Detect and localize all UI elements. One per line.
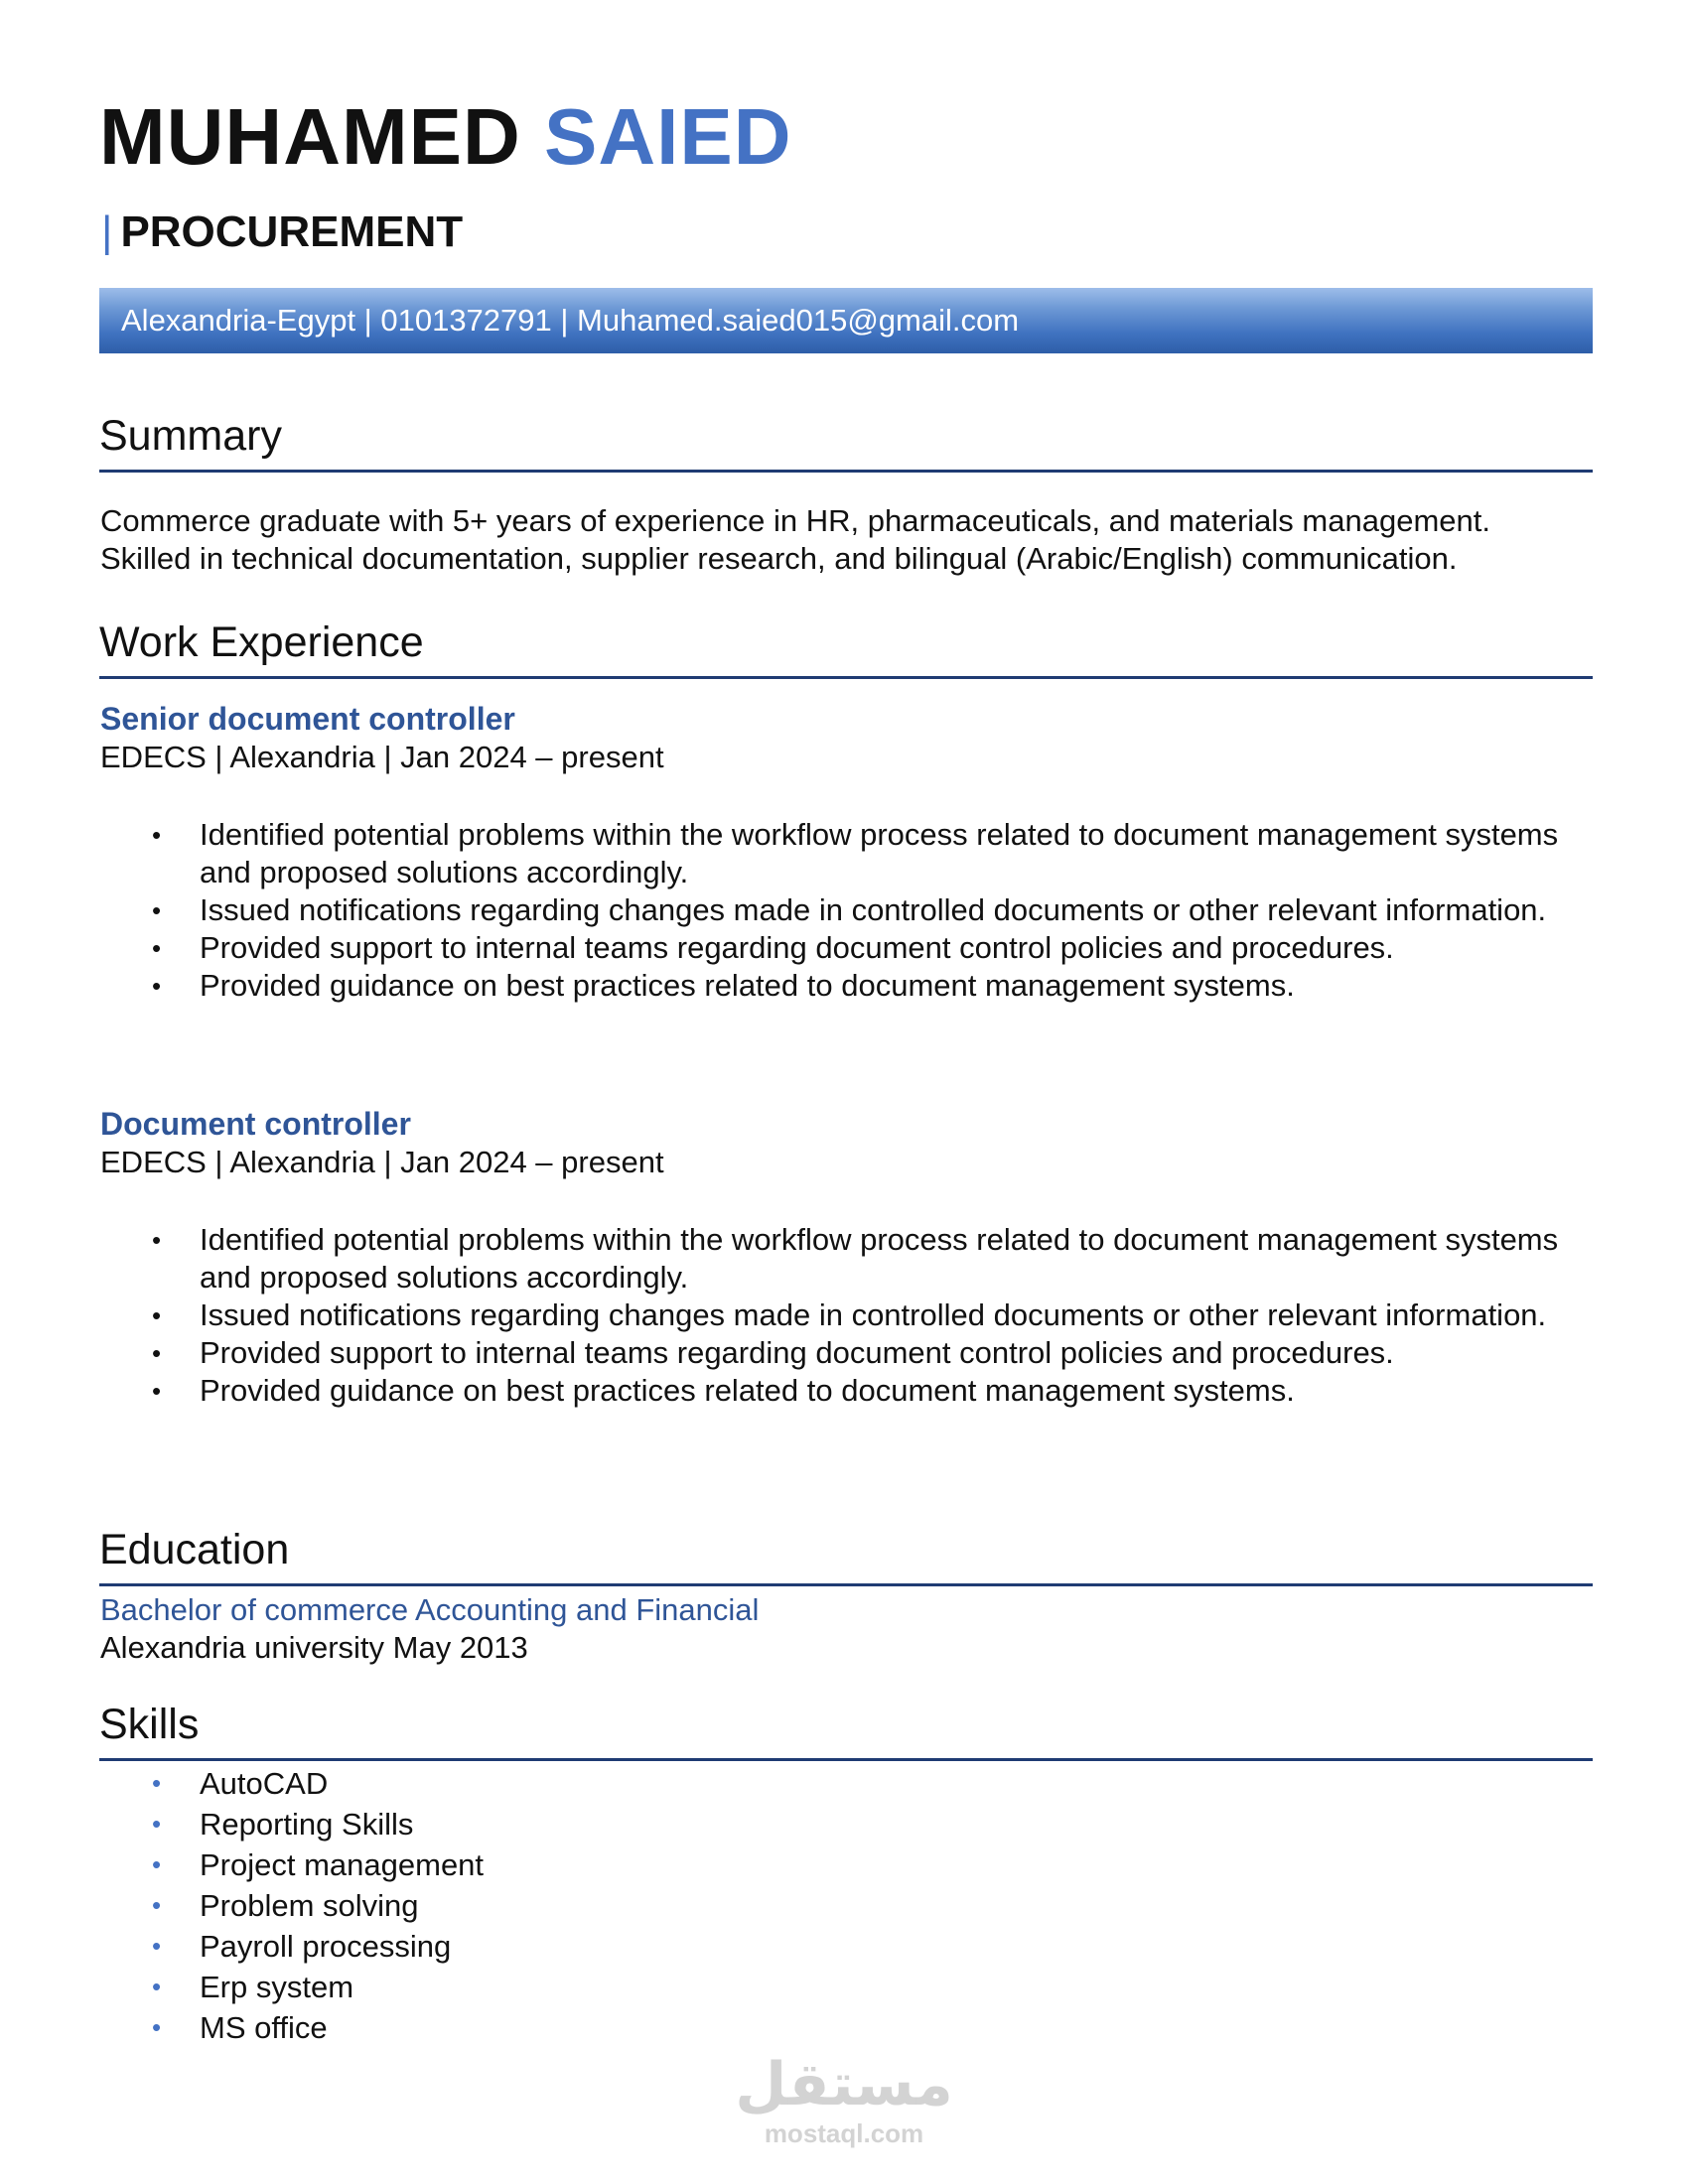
summary-line-2: Skilled in technical documentation, supplier research, and bilingual (Arabic/English) communication. bbox=[100, 541, 1458, 576]
skills-heading: Skills bbox=[99, 1704, 1593, 1761]
last-name: SAIED bbox=[543, 92, 792, 181]
list-item bbox=[152, 891, 1590, 929]
skill-text: MS office bbox=[200, 2010, 328, 2045]
bullet-icon: • bbox=[152, 1809, 162, 1839]
bullet-icon: • bbox=[152, 1338, 162, 1368]
education-degree: Bachelor of commerce Accounting and Financial bbox=[100, 1592, 760, 1627]
list-item bbox=[152, 1297, 1590, 1334]
work-experience-heading: Work Experience bbox=[99, 621, 1593, 679]
job-bullets-1 bbox=[152, 816, 1590, 1005]
bullet-text: Issued notifications regarding changes made in controlled documents or other relevant information. bbox=[200, 892, 1547, 927]
summary-heading: Summary bbox=[99, 415, 1593, 473]
job-title-2: Document controller bbox=[100, 1106, 411, 1142]
bullet-text: Identified potential problems within the workflow process related to document management systems and proposed solutions accordingly. bbox=[200, 817, 1559, 889]
bullet-icon: • bbox=[152, 1768, 162, 1798]
role-text: PROCUREMENT bbox=[120, 207, 464, 256]
bullet-icon: • bbox=[152, 895, 162, 925]
list-item bbox=[152, 1967, 1590, 2007]
list-item bbox=[152, 929, 1590, 967]
bullet-icon: • bbox=[152, 1849, 162, 1879]
list-item bbox=[152, 1763, 1590, 1804]
list-item bbox=[152, 967, 1590, 1005]
contact-bar bbox=[99, 288, 1593, 353]
bullet-text: Provided support to internal teams regarding document control policies and procedures. bbox=[200, 1335, 1394, 1370]
list-item bbox=[152, 1334, 1590, 1372]
bullet-text: Issued notifications regarding changes made in controlled documents or other relevant information. bbox=[200, 1297, 1547, 1332]
list-item bbox=[152, 816, 1590, 891]
job-meta-2: EDECS | Alexandria | Jan 2024 – present bbox=[100, 1145, 664, 1179]
education-school: Alexandria university May 2013 bbox=[100, 1630, 528, 1665]
list-item bbox=[152, 1926, 1590, 1967]
bullet-icon: • bbox=[152, 1890, 162, 1920]
bullet-icon: • bbox=[152, 1931, 162, 1961]
job-bullets-2 bbox=[152, 1221, 1590, 1410]
summary-line-1: Commerce graduate with 5+ years of experience in HR, pharmaceuticals, and materials management. bbox=[100, 503, 1490, 538]
bullet-icon: • bbox=[152, 820, 162, 850]
job-meta-1: EDECS | Alexandria | Jan 2024 – present bbox=[100, 740, 664, 774]
watermark-arabic: مستقل bbox=[735, 2050, 953, 2119]
list-item bbox=[152, 1885, 1590, 1926]
bullet-text: Provided guidance on best practices related to document management systems. bbox=[200, 1373, 1295, 1408]
list-item bbox=[152, 1804, 1590, 1844]
education-heading: Education bbox=[99, 1529, 1593, 1586]
job-title-1: Senior document controller bbox=[100, 701, 515, 737]
bullet-text: Identified potential problems within the workflow process related to document management systems and proposed solutions accordingly. bbox=[200, 1222, 1559, 1295]
list-item bbox=[152, 2007, 1590, 2048]
skill-text: Reporting Skills bbox=[200, 1807, 414, 1842]
bullet-text: Provided support to internal teams regarding document control policies and procedures. bbox=[200, 930, 1394, 965]
first-name: MUHAMED bbox=[99, 92, 521, 181]
list-item bbox=[152, 1844, 1590, 1885]
bullet-icon: • bbox=[152, 971, 162, 1001]
contact-info: Alexandria-Egypt | 0101372791 | Muhamed.saied015@gmail.com bbox=[121, 303, 1020, 338]
bullet-icon: • bbox=[152, 1376, 162, 1406]
skill-text: Problem solving bbox=[200, 1888, 419, 1923]
skills-list bbox=[152, 1763, 1590, 2048]
bullet-text: Provided guidance on best practices related to document management systems. bbox=[200, 968, 1295, 1003]
skill-text: AutoCAD bbox=[200, 1766, 329, 1801]
bullet-icon: • bbox=[152, 1225, 162, 1255]
candidate-name bbox=[99, 92, 792, 181]
mostaql-watermark bbox=[735, 2050, 953, 2149]
summary-text bbox=[100, 502, 1610, 578]
list-item bbox=[152, 1221, 1590, 1297]
role-accent-bar: | bbox=[101, 207, 113, 256]
bullet-icon: • bbox=[152, 2012, 162, 2042]
watermark-latin: mostaql.com bbox=[764, 2118, 924, 2148]
role-heading bbox=[101, 208, 463, 256]
skill-text: Project management bbox=[200, 1847, 485, 1882]
skill-text: Erp system bbox=[200, 1970, 354, 2004]
bullet-icon: • bbox=[152, 933, 162, 963]
skill-text: Payroll processing bbox=[200, 1929, 452, 1964]
list-item bbox=[152, 1372, 1590, 1410]
bullet-icon: • bbox=[152, 1300, 162, 1330]
bullet-icon: • bbox=[152, 1972, 162, 2001]
